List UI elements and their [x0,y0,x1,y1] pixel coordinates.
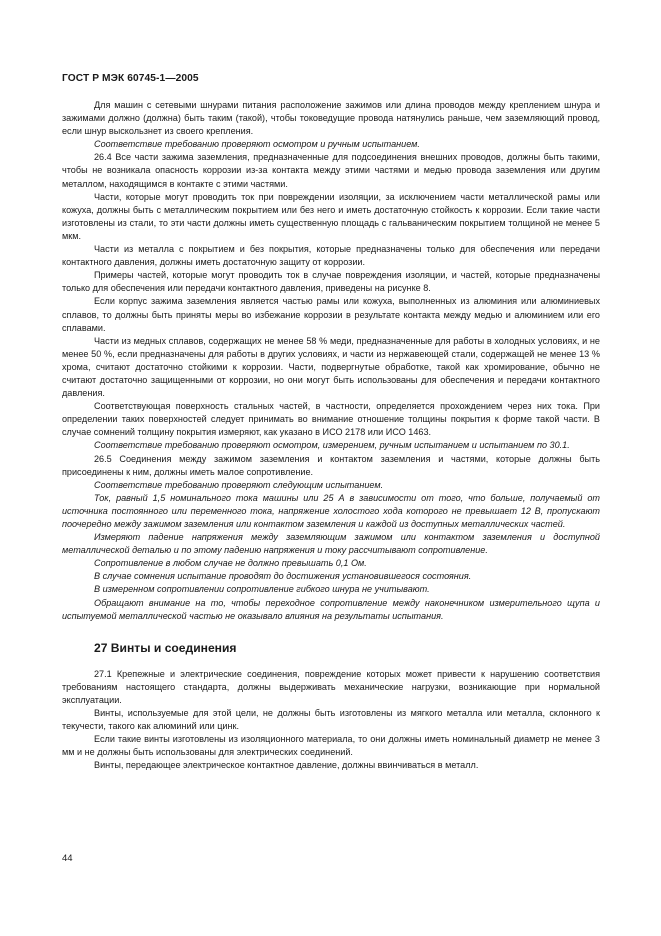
paragraph: 27.1 Крепежные и электрические соединения, повреждение которых может привести к нарушению соответствия требованиям настоящего стандарта, должны выдерживать механические нагрузки, возникающие при нормальной эксплуатации. [62,668,600,705]
paragraph: Соответствие требованию проверяют следующим испытанием. [94,479,384,490]
paragraph: 26.5 Соединения между зажимом заземления и контактом заземления и частями, которые должны быть присоединены к ним, должны иметь малое сопротивление. [62,453,600,477]
paragraphs-before-section [62,99,600,623]
paragraph: 26.4 Все части зажима заземления, предназначенные для подсоединения внешних проводов, должны быть такими, чтобы не возникала опасность коррозии из-за контакта между этими частями и медью провода заземления или другим металлом, находящимся в контакте с этими частями. [62,152,600,189]
page-body [62,99,600,773]
paragraph: Части из металла с покрытием и без покрытия, которые предназначены только для обеспечения или передачи контактного давления, должны иметь достаточную защиту от коррозии. [62,244,600,268]
paragraph: Соответствие требованию проверяют осмотром, измерением, ручным испытанием и испытанием по 30.1. [94,440,570,451]
paragraphs-after-section [62,668,600,773]
document-header: ГОСТ Р МЭК 60745-1—2005 [62,73,199,84]
paragraph: Части, которые могут проводить ток при повреждении изоляции, за исключением части металлической рамы или кожуха, должны быть с металлическим покрытием или без него и иметь достаточную стойкость к коррозии. Если такие части изготовлены из стали, то эти части должны иметь существенную площадь с гальваническим покрытием толщиной не менее 5 мкм. [62,191,600,241]
page-number: 44 [62,853,73,864]
paragraph: В измеренном сопротивлении сопротивление гибкого шнура не учитывают. [94,584,430,595]
paragraph: Для машин с сетевыми шнурами питания расположение зажимов или длина проводов между креплением шнура и зажимами должно (должна) быть таким (такой), чтобы токоведущие провода натянулись раньше, чем заземляющий провод, если шнур выскользнет из своего крепления. [62,100,600,137]
paragraph: Соответствующая поверхность стальных частей, в частности, определяется прохождением через них тока. При определении таких поверхностей следует принимать во внимание отношение толщины покрытия к форме такой части. В случае сомнений толщину покрытия измеряют, как указано в ИСО 2178 или ИСО 1463. [62,401,600,438]
section-title: 27 Винты и соединения [94,640,237,655]
paragraph: Если корпус зажима заземления является частью рамы или кожуха, выполненных из алюминия или алюминиевых сплавов, то должны быть приняты меры во избежание коррозии в результате контакта между медью и алюминием или его сплавами. [62,296,600,333]
paragraph: Сопротивление в любом случае не должно превышать 0,1 Ом. [94,558,367,569]
paragraph: Винты, используемые для этой цели, не должны быть изготовлены из мягкого металла или металла, склонного к текучести, такого как алюминий или цинк. [62,708,600,732]
paragraph: Соответствие требованию проверяют осмотром и ручным испытанием. [94,139,420,150]
paragraph: Если такие винты изготовлены из изоляционного материала, то они должны иметь номинальный диаметр не менее 3 мм и не должны быть использованы для электрических соединений. [62,734,600,758]
paragraph: Обращают внимание на то, чтобы переходное сопротивление между наконечником измерительного щупа и испытуемой металлической частью не оказывало влияния на результаты испытания. [62,597,600,621]
paragraph: Винты, передающее электрическое контактное давление, должны ввинчиваться в металл. [94,760,479,771]
paragraph: В случае сомнения испытание проводят до достижения установившегося состояния. [94,571,472,582]
paragraph: Части из медных сплавов, содержащих не менее 58 % меди, предназначенные для работы в холодных условиях, и не менее 50 %, если предназначены для работы в других условиях, и части из нержавеющей стали, содержащей не менее 13 % хрома, считают достаточно стойкими к коррозии. Части, подвергнутые обработке, такой как хромирование, обычно не считают достаточно защищенными от коррозии, но они могут быть использованы для обеспечения и передачи контактного давления. [62,335,600,399]
paragraph: Ток, равный 1,5 номинального тока машины или 25 А в зависимости от того, что больше, получаемый от источника постоянного или переменного тока, напряжение холостого хода которого не превышает 12 В, пропускают поочередно между зажимом заземления или контактом заземления и каждой из доступных металлических частей. [62,492,600,529]
paragraph: Примеры частей, которые могут проводить ток в случае повреждения изоляции, и частей, которые предназначены только для обеспечения или передачи контактного давления, приведены на рисунке 8. [62,270,600,294]
paragraph: Измеряют падение напряжения между заземляющим зажимом или контактом заземления и доступной металлической деталью и по этому падению напряжения и току рассчитывают сопротивление. [62,532,600,556]
